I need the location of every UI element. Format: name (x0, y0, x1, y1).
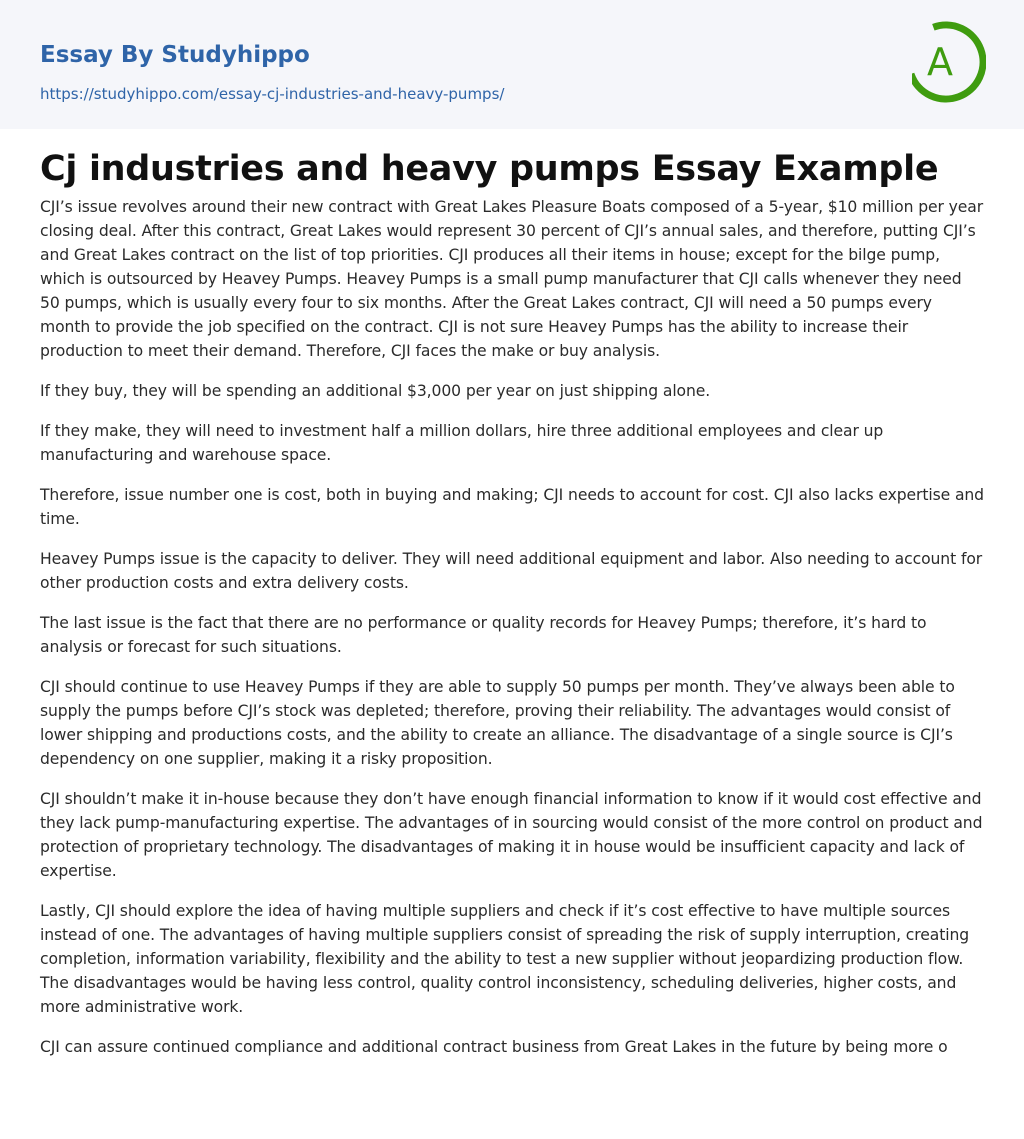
article-body (40, 195, 984, 1059)
paragraph: If they make, they will need to investment half a million dollars, hire three additional employees and clear up manufacturing and warehouse space. (40, 422, 884, 464)
paragraph: CJI can assure continued compliance and additional contract business from Great Lakes in the future by being more o (40, 1038, 948, 1056)
paragraph: CJI should continue to use Heavey Pumps if they are able to supply 50 pumps per month. They’ve always been able to supply the pumps before CJI’s stock was depleted; therefore, proving their reliability. The advantages would consist of lower shipping and productions costs, and the ability to create an alliance. The disadvantage of a single source is CJI’s dependency on one supplier, making it a risky proposition. (40, 678, 955, 768)
paragraph: The last issue is the fact that there are no performance or quality records for Heavey Pumps; therefore, it’s hard to analysis or forecast for such situations. (40, 614, 927, 656)
paragraph: CJI shouldn’t make it in-house because they don’t have enough financial information to know if it would cost effective and they lack pump-manufacturing expertise. The advantages of in sourcing would consist of the more control on product and protection of proprietary technology. The disadvantages of making it in house would be insufficient capacity and lack of expertise. (40, 790, 983, 880)
paragraph: CJI’s issue revolves around their new contract with Great Lakes Pleasure Boats composed of a 5-year, $10 million per year closing deal. After this contract, Great Lakes would represent 30 percent of CJI’s annual sales, and therefore, putting CJI’s and Great Lakes contract on the list of top priorities. CJI produces all their items in house; except for the bilge pump, which is outsourced by Heavey Pumps. Heavey Pumps is a small pump manufacturer that CJI calls whenever they need 50 pumps, which is usually every four to six months. After the Great Lakes contract, CJI will need a 50 pumps every month to provide the job specified on the contract. CJI is not sure Heavey Pumps has the ability to increase their production to meet their demand. Therefore, CJI faces the make or buy analysis. (40, 198, 984, 360)
paragraph: Therefore, issue number one is cost, both in buying and making; CJI needs to account for cost. CJI also lacks expertise and time. (40, 486, 984, 528)
essay-url-link[interactable]: https://studyhippo.com/essay-cj-industries-and-heavy-pumps/ (40, 85, 505, 103)
paragraph: Heavey Pumps issue is the capacity to deliver. They will need additional equipment and labor. Also needing to account for other production costs and extra delivery costs. (40, 550, 983, 592)
site-header (0, 0, 1024, 129)
brand-title: Essay By Studyhippo (40, 42, 310, 68)
logo-letter: A (927, 40, 953, 84)
studyhippo-logo-icon (912, 19, 986, 105)
paragraph: If they buy, they will be spending an additional $3,000 per year on just shipping alone. (40, 382, 711, 400)
page-title: Cj industries and heavy pumps Essay Example (40, 149, 939, 189)
paragraph: Lastly, CJI should explore the idea of having multiple suppliers and check if it’s cost effective to have multiple sources instead of one. The advantages of having multiple suppliers consist of spreading the risk of supply interruption, creating completion, information variability, flexibility and the ability to test a new supplier without jeopardizing production flow. The disadvantages would be having less control, quality control inconsistency, scheduling deliveries, higher costs, and more administrative work. (40, 902, 970, 1016)
article (0, 147, 1024, 1059)
